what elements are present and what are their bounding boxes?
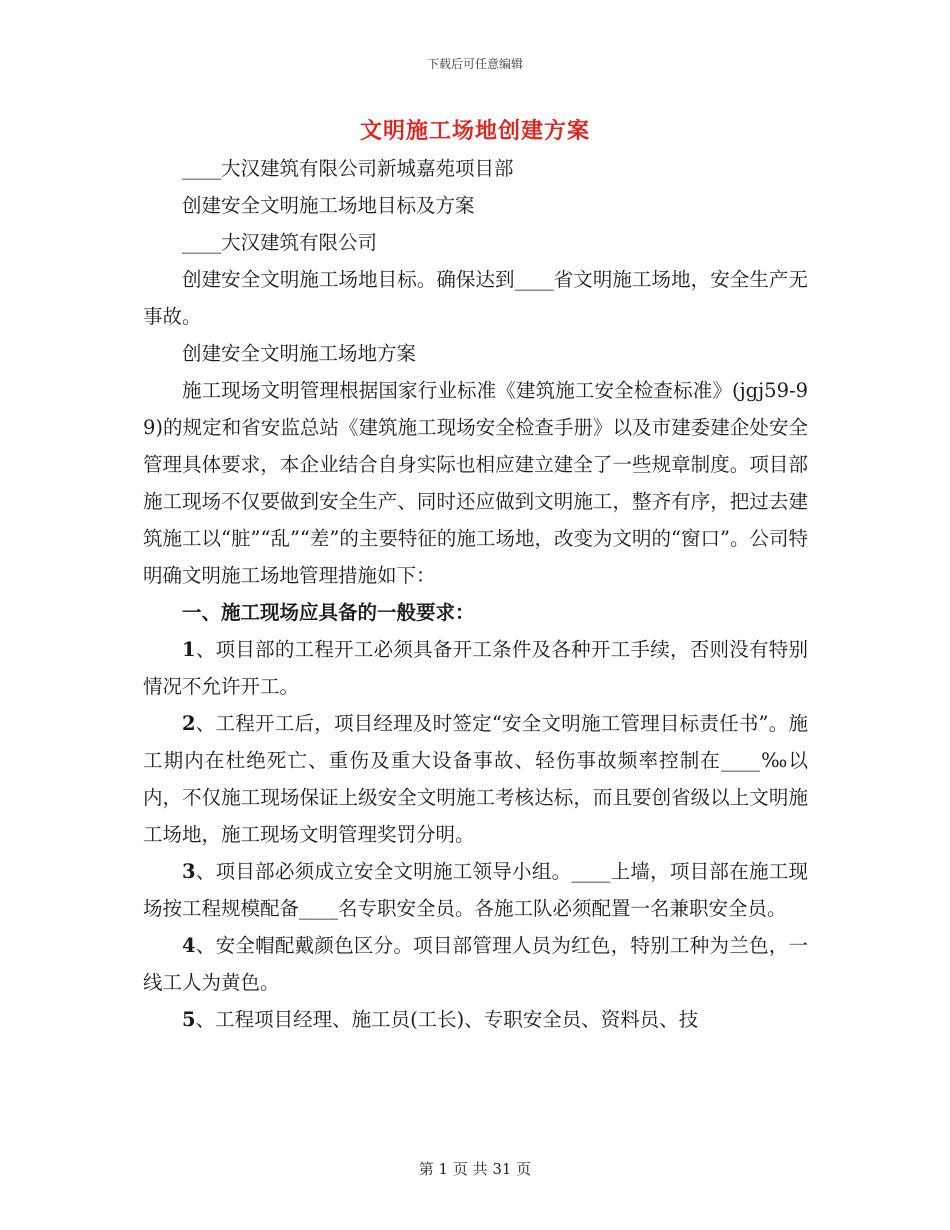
paragraph-company: ____大汉建筑有限公司 bbox=[182, 231, 378, 254]
section-heading: 一、施工现场应具备的一般要求： bbox=[182, 601, 475, 624]
paragraph-goal: 创建安全文明施工场地目标。确保达到____省文明施工场地，安全生产无事故。 bbox=[143, 268, 808, 328]
item-number: 5 bbox=[182, 1008, 196, 1031]
document-title: 文明施工场地创建方案 bbox=[359, 118, 590, 144]
item-text: 、项目部必须成立安全文明施工领导小组。____上墙，项目部在施工现场按工程规模配备____名专职安全员。各施工队必须配置一名兼职安全员。 bbox=[143, 860, 808, 920]
page-footer: 第 1 页 共 31 页 bbox=[418, 1160, 532, 1178]
item-number: 1 bbox=[182, 638, 196, 661]
list-item bbox=[143, 1001, 808, 1038]
list-item bbox=[143, 705, 808, 853]
paragraph-project-dept: ____大汉建筑有限公司新城嘉苑项目部 bbox=[182, 157, 514, 180]
paragraph-subtitle: 创建安全文明施工场地目标及方案 bbox=[182, 194, 475, 217]
list-item bbox=[143, 631, 808, 705]
item-number: 2 bbox=[182, 712, 196, 735]
item-number: 4 bbox=[182, 934, 196, 957]
paragraph-plan-heading: 创建安全文明施工场地方案 bbox=[182, 342, 417, 365]
document-body bbox=[143, 150, 808, 1038]
paragraph-management-intro: 施工现场文明管理根据国家行业标准《建筑施工安全检查标准》(jgj59-99)的规定和省安监总站《建筑施工现场安全检查手册》以及市建委建企处安全管理具体要求，本企业结合自身实际也相应建立建全了一些规章制度。项目部施工现场不仅要做到安全生产、同时还应做到文明施工，整齐有序，把过去建筑施工以“脏”“乱”“差”的主要特征的施工场地，改变为文明的“窗口”。公司特明确文明施工场地管理措施如下： bbox=[143, 379, 808, 587]
header-note: 下载后可任意编辑 bbox=[426, 57, 523, 71]
item-text: 、工程开工后，项目经理及时签定“安全文明施工管理目标责任书”。施工期内在杜绝死亡、重伤及重大设备事故、轻伤事故频率控制在____‰以内，不仅施工现场保证上级安全文明施工考核达标，而且要创省级以上文明施工场地，施工现场文明管理奖罚分明。 bbox=[143, 712, 808, 846]
item-number: 3 bbox=[182, 860, 196, 883]
list-item bbox=[143, 853, 808, 927]
item-text: 、工程项目经理、施工员(工长)、专职安全员、资料员、技 bbox=[195, 1008, 699, 1031]
item-text: 、安全帽配戴颜色区分。项目部管理人员为红色，特别工种为兰色，一线工人为黄色。 bbox=[143, 934, 808, 994]
list-item bbox=[143, 927, 808, 1001]
item-text: 、项目部的工程开工必须具备开工条件及各种开工手续，否则没有特别情况不允许开工。 bbox=[143, 638, 808, 698]
